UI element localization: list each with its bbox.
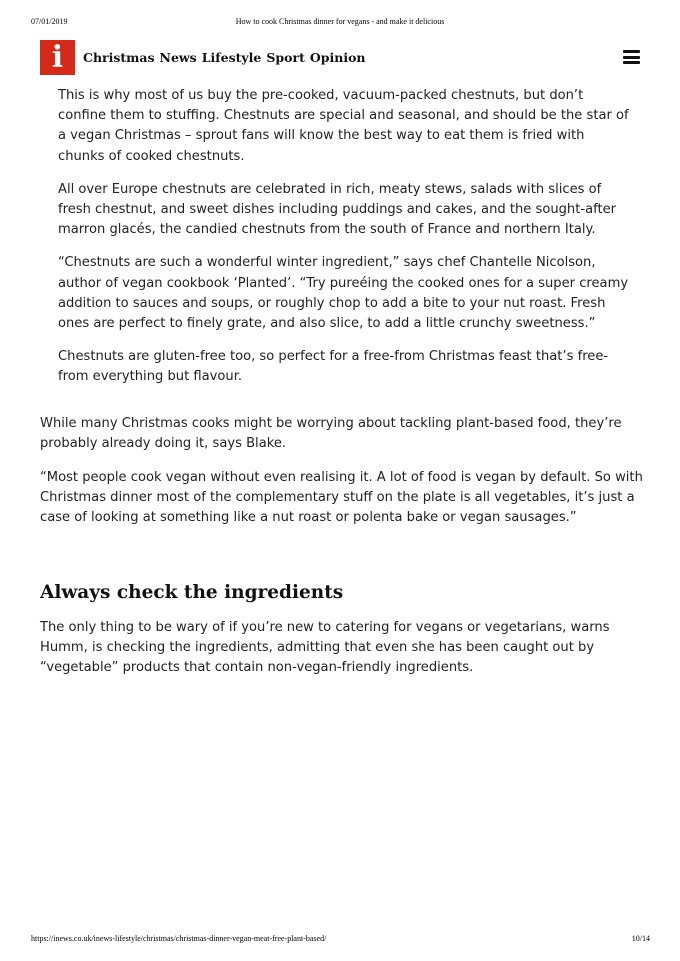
site-masthead [40, 40, 640, 76]
print-page-number: 10/14 [631, 934, 650, 943]
inset-paragraph: This is why most of us buy the pre-cooked, vacuum-packed chestnuts, but don’t confine them to stuffing. Chestnuts are special and seasonal, and should be the star of a vegan Christmas – sprout fans will know the best way to eat them is fried with chunks of cooked chestnuts. [58, 88, 629, 164]
inset-paragraph: Chestnuts are gluten-free too, so perfect for a free-from Christmas feast that’s free-from everything but flavour. [58, 349, 609, 385]
print-date: 07/01/2019 [31, 17, 68, 26]
logo-letter: i [51, 40, 64, 75]
inset-paragraph: All over Europe chestnuts are celebrated in rich, meaty stews, salads with slices of fresh chestnut, and sweet dishes including puddings and cakes, and the sought-after marron glacés, the candied chestnuts from the south of France and northern Italy. [58, 181, 617, 238]
chestnut-box [40, 86, 645, 388]
menu-bar [623, 50, 640, 53]
main-nav [83, 50, 366, 65]
article-paragraph: The only thing to be wary of if you’re new to catering for vegans or vegetarians, warns Humm, is checking the ingredients, admitting that even she has been caught out by “vegetable” products that contain non-vegan-friendly ingredients. [40, 620, 610, 676]
article-body [40, 86, 645, 529]
nav-item-news[interactable]: News [159, 50, 197, 65]
nav-item-lifestyle[interactable]: Lifestyle [201, 50, 262, 65]
print-url: https://inews.co.uk/inews-lifestyle/christmas/christmas-dinner-vegan-meat-free-plant-based/ [31, 934, 327, 943]
section-heading-text: Always check the ingredients [40, 582, 344, 603]
menu-bar [623, 56, 640, 59]
hamburger-menu-icon[interactable] [623, 50, 640, 64]
article-paragraph: While many Christmas cooks might be worrying about tackling plant-based food, they’re probably already doing it, says Blake. [40, 415, 622, 451]
section-heading [40, 580, 343, 606]
print-page-title: How to cook Christmas dinner for vegans - and make it delicious [235, 17, 445, 26]
nav-item-christmas[interactable]: Christmas [83, 50, 155, 65]
inset-paragraph: “Chestnuts are such a wonderful winter ingredient,” says chef Chantelle Nicolson, author of vegan cookbook ‘Planted’. “Try pureéing the cooked ones for a super creamy addition to sauces and soups, or roughly chop to add a bite to your nut roast. Fresh ones are perfect to finely grate, and also slice, to add a little crunchy sweetness.” [58, 255, 629, 332]
menu-bar [623, 61, 640, 64]
article-paragraph: “Most people cook vegan without even realising it. A lot of food is vegan by default. So with Christmas dinner most of the complementary stuff on the plate is all vegetables, it’s just a case of looking at something like a nut roast or polenta bake or vegan sausages.” [40, 470, 643, 526]
nav-item-opinion[interactable]: Opinion [309, 50, 366, 65]
i-logo[interactable] [40, 40, 75, 75]
article-body-continued [40, 618, 645, 679]
nav-item-sport[interactable]: Sport [266, 50, 305, 65]
